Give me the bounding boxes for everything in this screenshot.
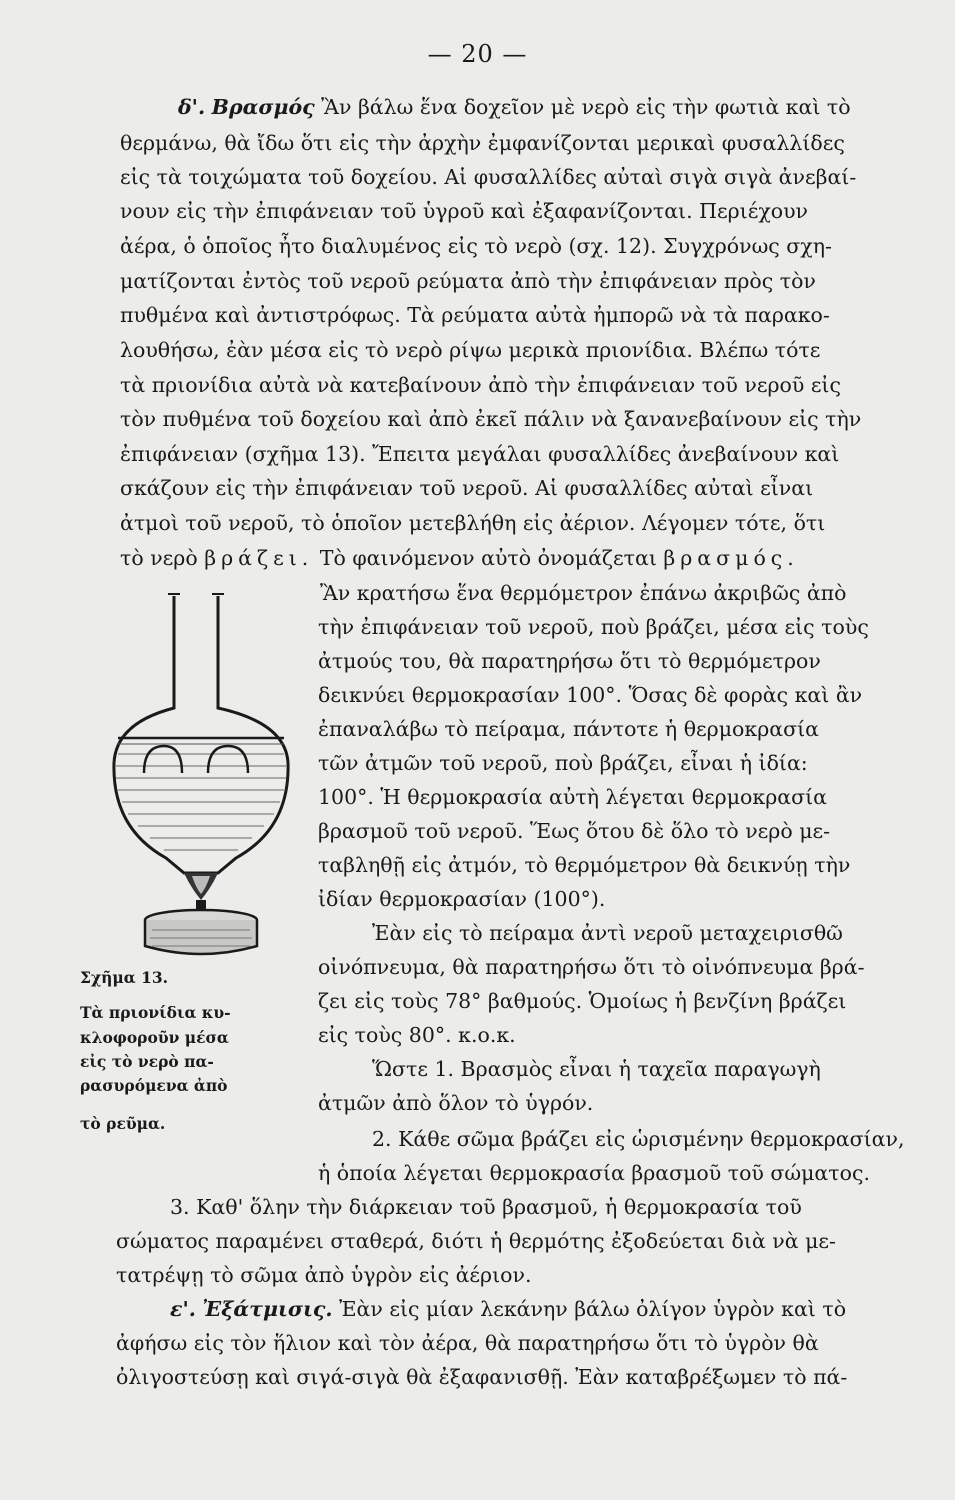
body-line: πυθμένα καὶ ἀντιστρόφως. Τὰ ρεύματα αὐτὰ ἠμπορῶ νὰ τὰ παρακο- <box>120 303 830 327</box>
body-text: Ἐὰν εἰς μίαν λεκάνην βάλω ὀλίγον ὑγρὸν καὶ τὸ <box>339 1297 847 1321</box>
section-d-last-line <box>120 543 799 573</box>
conclusion-2-line: ἡ ὁποία λέγεται θερμοκρασία βρασμοῦ τοῦ σώματος. <box>318 1161 870 1185</box>
body-line: εἰς τὰ τοιχώματα τοῦ δοχείου. Αἱ φυσαλλίδες αὐταὶ σιγὰ σιγὰ ἀνεβαί- <box>120 165 857 189</box>
body-line: οἰνόπνευμα, θὰ παρατηρήσω ὅτι τὸ οἰνόπνευμα βρά- <box>318 955 865 979</box>
body-line: Ἂν κρατήσω ἕνα θερμόμετρον ἐπάνω ἀκριβῶς ἀπὸ <box>320 581 847 605</box>
body-line: ἰδίαν θερμοκρασίαν (100°). <box>318 887 606 911</box>
body-line: νουν εἰς τὴν ἐπιφάνειαν τοῦ ὑγροῦ καὶ ἐξαφανίζονται. Περιέχουν <box>120 199 809 223</box>
figure-caption-line: Τὰ πριονίδια κυ- <box>80 1003 231 1022</box>
body-line: ἐπαναλάβω τὸ πείραμα, πάντοτε ἡ θερμοκρασία <box>318 717 819 741</box>
section-e-first-line <box>170 1294 846 1324</box>
body-line: Ἂν βάλω ἕνα δοχεῖον μὲ νερὸ εἰς τὴν φωτιὰ καὶ τὸ <box>321 95 851 119</box>
section-d-marker: δ'. <box>178 95 206 119</box>
conclusion-1-line: Ὥστε 1. Βρασμὸς εἶναι ἡ ταχεῖα παραγωγὴ <box>372 1057 821 1081</box>
body-text: Τὸ φαινόμενον αὐτὸ ὀνομάζεται <box>319 546 657 570</box>
body-line: δεικνύει θερμοκρασίαν 100°. Ὅσας δὲ φορὰς καὶ ἂν <box>318 683 863 707</box>
figure-caption-line: τὸ ρεῦμα. <box>80 1114 166 1133</box>
figure-caption-title: Σχῆμα 13. <box>80 968 169 987</box>
body-line: ταβληθῇ εἰς ἀτμόν, τὸ θερμόμετρον θὰ δεικνύῃ τὴν <box>318 853 851 877</box>
figure-caption-line: εἰς τὸ νερὸ πα- <box>80 1052 214 1071</box>
conclusion-3-line: 3. Καθ' ὅλην τὴν διάρκειαν τοῦ βρασμοῦ, ἡ θερμοκρασία τοῦ <box>170 1195 802 1219</box>
page-number: — 20 — <box>427 40 528 68</box>
body-line: ἐπιφάνειαν (σχῆμα 13). Ἔπειτα μεγάλαι φυσαλλίδες ἀνεβαίνουν καὶ <box>120 442 840 466</box>
body-line: τὴν ἐπιφάνειαν τοῦ νεροῦ, ποὺ βράζει, μέσα εἰς τοὺς <box>318 615 869 639</box>
body-text: τὸ νερὸ <box>120 546 198 570</box>
conclusion-1-line: ἀτμῶν ἀπὸ ὅλον τὸ ὑγρόν. <box>318 1091 594 1115</box>
body-line: τῶν ἀτμῶν τοῦ νεροῦ, ποὺ βράζει, εἶναι ἡ ἰδία: <box>318 751 808 775</box>
body-line: ὀλιγοστεύσῃ καὶ σιγά-σιγὰ θὰ ἐξαφανισθῇ. Ἐὰν καταβρέξωμεν τὸ πά- <box>116 1365 848 1389</box>
section-e-title: Ἐξάτμισις. <box>202 1297 333 1321</box>
figure-caption-line: κλοφοροῦν μέσα <box>80 1028 229 1047</box>
figure-13-flask-illustration <box>96 588 306 958</box>
spaced-term-brazei: βράζει. <box>204 546 314 570</box>
body-line: ζει εἰς τοὺς 78° βαθμούς. Ὁμοίως ἡ βενζίνη βράζει <box>318 989 847 1013</box>
conclusion-2-line: 2. Κάθε σῶμα βράζει εἰς ὡρισμένην θερμοκρασίαν, <box>372 1127 905 1151</box>
body-line: τὰ πριονίδια αὐτὰ νὰ κατεβαίνουν ἀπὸ τὴν ἐπιφάνειαν τοῦ νεροῦ εἰς <box>120 373 841 397</box>
body-line: θερμάνω, θὰ ἴδω ὅτι εἰς τὴν ἀρχὴν ἐμφανίζονται μερικαὶ φυσαλλίδες <box>120 131 845 155</box>
section-d-title: Βρασμός <box>211 95 315 119</box>
flask-drawing <box>96 588 306 958</box>
body-line: ἀφήσω εἰς τὸν ἥλιον καὶ τὸν ἀέρα, θὰ παρατηρήσω ὅτι τὸ ὑγρὸν θὰ <box>116 1331 819 1355</box>
section-e-marker: ε'. <box>170 1297 196 1321</box>
body-line: ἀτμοὶ τοῦ νεροῦ, τὸ ὁποῖον μετεβλήθη εἰς ἀέριον. Λέγομεν τότε, ὅτι <box>120 511 826 535</box>
body-line: Ἐὰν εἰς τὸ πείραμα ἀντὶ νεροῦ μεταχειρισθῶ <box>372 921 843 945</box>
conclusion-3-line: σώματος παραμένει σταθερά, διότι ἡ θερμότης ἐξοδεύεται διὰ νὰ με- <box>116 1229 836 1253</box>
body-line: εἰς τοὺς 80°. κ.ο.κ. <box>318 1023 516 1047</box>
body-line: 100°. Ἡ θερμοκρασία αὐτὴ λέγεται θερμοκρασία <box>318 785 827 809</box>
figure-caption-line: ρασυρόμενα ἀπὸ <box>80 1076 228 1095</box>
body-line: τὸν πυθμένα τοῦ δοχείου καὶ ἀπὸ ἐκεῖ πάλιν νὰ ξανανεβαίνουν εἰς τὴν <box>120 407 862 431</box>
body-line: ματίζονται ἐντὸς τοῦ νεροῦ ρεύματα ἀπὸ τὴν ἐπιφάνειαν πρὸς τὸν <box>120 269 816 293</box>
body-line: σκάζουν εἰς τὴν ἐπιφάνειαν τοῦ νεροῦ. Αἱ φυσαλλίδες αὐταὶ εἶναι <box>120 476 814 500</box>
body-line: ἀέρα, ὁ ὁποῖος ἦτο διαλυμένος εἰς τὸ νερὸ (σχ. 12). Συγχρόνως σχη- <box>120 234 832 258</box>
body-line: λουθήσω, ἐὰν μέσα εἰς τὸ νερὸ ρίψω μερικὰ πριονίδια. Βλέπω τότε <box>120 338 821 362</box>
conclusion-3-line: τατρέψῃ τὸ σῶμα ἀπὸ ὑγρὸν εἰς ἀέριον. <box>116 1263 532 1287</box>
body-line: βρασμοῦ τοῦ νεροῦ. Ἕως ὅτου δὲ ὅλο τὸ νερὸ με- <box>318 819 831 843</box>
section-d-first-line <box>178 92 851 122</box>
spaced-term-vrasmos: βρασμός. <box>663 546 799 570</box>
body-line: ἀτμούς του, θὰ παρατηρήσω ὅτι τὸ θερμόμετρον <box>318 649 821 673</box>
